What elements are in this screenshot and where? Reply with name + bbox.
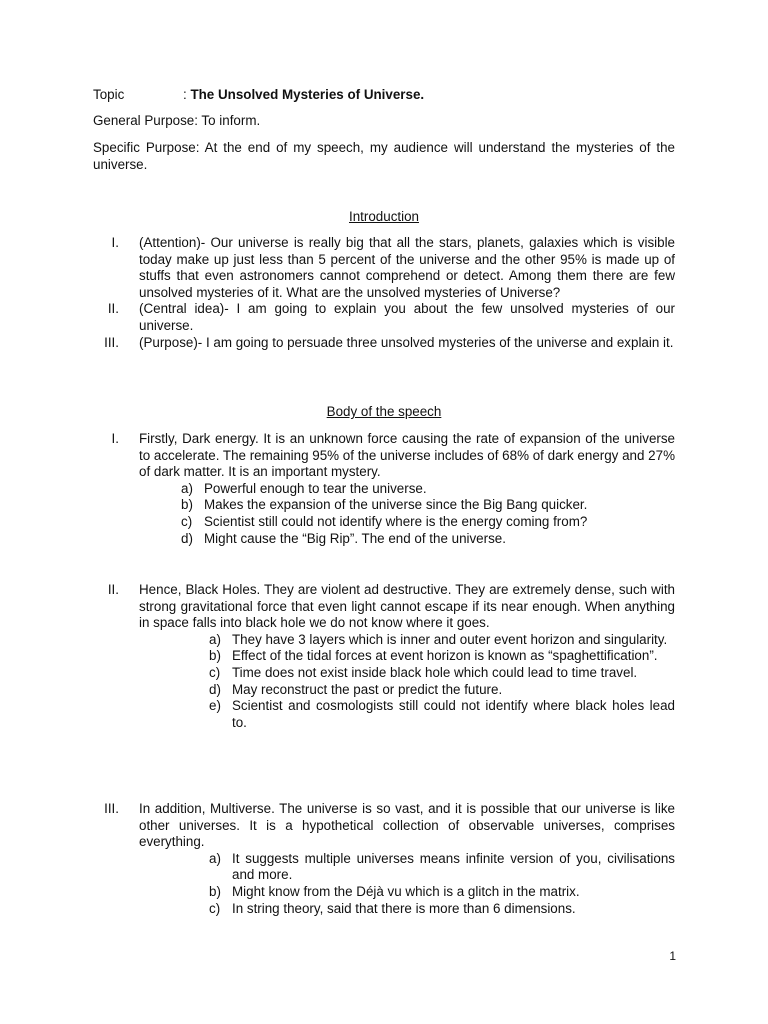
body-item-2-sublist bbox=[209, 632, 675, 732]
list-item bbox=[181, 481, 675, 498]
list-item-text: Scientist still could not identify where is the energy coming from? bbox=[204, 513, 588, 529]
list-item-letter: c) bbox=[209, 664, 221, 680]
intro-item-3 bbox=[93, 335, 675, 352]
general-purpose: General Purpose: To inform. bbox=[93, 113, 261, 128]
list-item-letter: b) bbox=[209, 883, 221, 899]
topic-label: Topic bbox=[93, 87, 125, 102]
list-item bbox=[181, 531, 675, 548]
body-item-1-sublist bbox=[181, 481, 675, 547]
intro-item-2-text: (Central idea)- I am going to explain you about the few unsolved mysteries of our universe. bbox=[139, 301, 675, 333]
intro-item-1-text: (Attention)- Our universe is really big that all the stars, planets, galaxies which is visible today make up just less than 5 percent of the universe and the other 95% is made up of stuffs that even astronomers cannot comprehend or detect. Among them there are few unsolved mysteries of it. What are the unsolved mysteries of Universe? bbox=[139, 235, 675, 300]
list-item bbox=[209, 884, 675, 901]
list-item bbox=[181, 514, 675, 531]
list-item-text: Powerful enough to tear the universe. bbox=[204, 480, 427, 496]
list-item bbox=[209, 665, 675, 682]
intro-item-1 bbox=[93, 235, 675, 301]
list-item bbox=[209, 682, 675, 699]
intro-item-3-text: (Purpose)- I am going to persuade three unsolved mysteries of the universe and explain it. bbox=[139, 335, 674, 350]
list-item-letter: d) bbox=[181, 530, 193, 546]
list-item bbox=[209, 698, 675, 731]
list-item-text: May reconstruct the past or predict the future. bbox=[232, 681, 503, 697]
body-item-1 bbox=[93, 431, 675, 547]
list-item-text: It suggests multiple universes means infinite version of you, civilisations and more. bbox=[232, 850, 675, 883]
list-item-text: Might know from the Déjà vu which is a glitch in the matrix. bbox=[232, 883, 580, 899]
body-item-1-text: Firstly, Dark energy. It is an unknown force causing the rate of expansion of the universe to accelerate. The remaining 95% of the universe includes of 68% of dark energy and 27% of dark matter. It is an important mystery. bbox=[139, 431, 675, 480]
list-item-letter: d) bbox=[209, 681, 221, 697]
list-item-text: Scientist and cosmologists still could not identify where black holes lead to. bbox=[232, 698, 675, 730]
intro-item-2-number: II. bbox=[107, 301, 119, 316]
body-item-2-number: II. bbox=[107, 582, 119, 597]
body-item-3-sublist bbox=[209, 851, 675, 917]
list-item bbox=[209, 648, 675, 665]
list-item-letter: a) bbox=[181, 480, 193, 496]
list-item-letter: a) bbox=[209, 850, 221, 866]
topic-line bbox=[93, 87, 675, 104]
list-item bbox=[181, 497, 675, 514]
list-item-letter: a) bbox=[209, 631, 221, 647]
list-item-letter: b) bbox=[181, 497, 193, 513]
topic-title: The Unsolved Mysteries of Universe. bbox=[190, 87, 425, 102]
specific-purpose: Specific Purpose: At the end of my speech, my audience will understand the mysteries of the universe. bbox=[93, 140, 675, 172]
body-item-2-text: Hence, Black Holes. They are violent ad destructive. They are extremely dense, such with strong gravitational force that even light cannot escape if its near enough. When anything in space falls into black hole we do not know where it goes. bbox=[139, 582, 675, 631]
intro-item-1-number: I. bbox=[111, 235, 119, 250]
intro-item-3-number: III. bbox=[104, 335, 119, 350]
list-item-text: Effect of the tidal forces at event horizon is known as “spaghettification”. bbox=[232, 648, 658, 664]
intro-item-2 bbox=[93, 301, 675, 334]
list-item-letter: e) bbox=[209, 698, 221, 714]
list-item-text: Time does not exist inside black hole which could lead to time travel. bbox=[232, 664, 638, 680]
list-item-text: In string theory, said that there is more than 6 dimensions. bbox=[232, 900, 576, 916]
body-item-1-number: I. bbox=[111, 431, 119, 446]
body-item-3-text: In addition, Multiverse. The universe is so vast, and it is possible that our universe is like other universes. It is a hypothetical collection of observable universes, comprises everything. bbox=[139, 801, 675, 850]
topic-separator: : bbox=[183, 87, 191, 102]
list-item-letter: b) bbox=[209, 648, 221, 664]
list-item bbox=[209, 632, 675, 649]
list-item-text: Makes the expansion of the universe since the Big Bang quicker. bbox=[204, 497, 588, 513]
body-heading: Body of the speech bbox=[326, 404, 442, 419]
list-item bbox=[209, 851, 675, 884]
page-number: 1 bbox=[669, 949, 676, 963]
list-item bbox=[209, 901, 675, 918]
body-item-2 bbox=[93, 582, 675, 731]
list-item-text: They have 3 layers which is inner and outer event horizon and singularity. bbox=[232, 631, 668, 647]
body-item-3 bbox=[93, 801, 675, 917]
list-item-text: Might cause the “Big Rip”. The end of the universe. bbox=[204, 530, 506, 546]
body-item-3-number: III. bbox=[104, 801, 119, 816]
list-item-letter: c) bbox=[209, 900, 221, 916]
list-item-letter: c) bbox=[181, 513, 193, 529]
introduction-heading: Introduction bbox=[349, 209, 419, 224]
